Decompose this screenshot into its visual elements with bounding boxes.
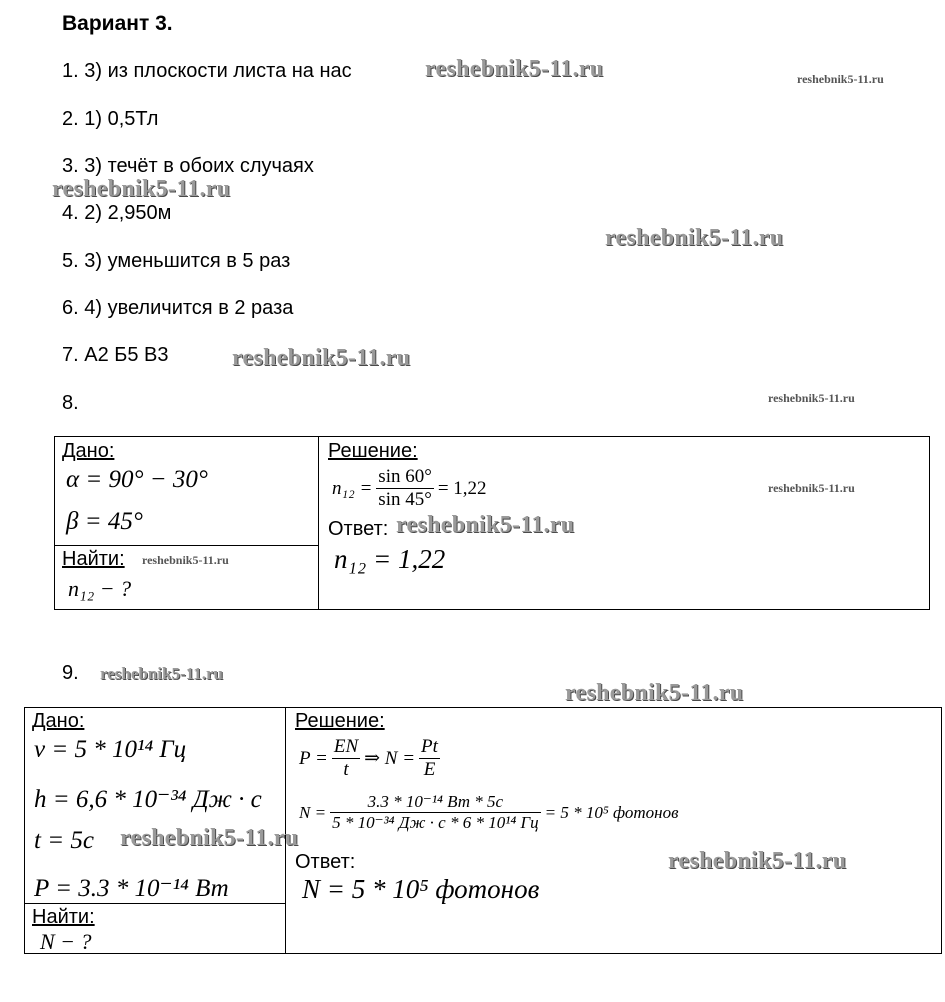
watermark: reshebnik5-11.ru — [396, 512, 575, 538]
denominator: 5 * 10⁻³⁴ Дж · с * 6 * 10¹⁴ Гц — [332, 813, 539, 832]
fraction — [419, 736, 440, 781]
formula-lhs: N = — [299, 802, 327, 822]
formula-rhs: = 5 * 10⁵ фотонов — [544, 802, 679, 822]
given-label: Дано: — [62, 440, 115, 462]
given-nu: ν = 5 * 10¹⁴ Гц — [34, 736, 187, 763]
solution-label: Решение: — [328, 440, 418, 462]
answer-label: Ответ: — [295, 851, 356, 873]
formula-lhs: n₁₂ = — [332, 477, 373, 499]
watermark: reshebnik5-11.ru — [100, 664, 223, 683]
numerator: sin 60° — [378, 466, 432, 487]
answer-label: Ответ: — [328, 518, 389, 540]
watermark: reshebnik5-11.ru — [120, 825, 299, 851]
answer-5: 5. 3) уменьшится в 5 раз — [62, 250, 291, 272]
given-beta: β = 45° — [66, 508, 143, 535]
answer-4: 4. 2) 2,950м — [62, 202, 172, 224]
formula-mid: ⇒ N = — [364, 748, 416, 769]
find-label: Найти: — [62, 548, 125, 570]
solution-formula — [332, 466, 487, 511]
given-label: Дано: — [32, 710, 85, 732]
fraction — [332, 736, 360, 781]
watermark: reshebnik5-11.ru — [668, 848, 847, 874]
answer-1: 1. 3) из плоскости листа на нас — [62, 60, 352, 82]
answer-8-number: 8. — [62, 392, 79, 414]
formula-2 — [299, 792, 678, 833]
find-n12: n₁₂ − ? — [68, 576, 132, 601]
numerator: 3.3 * 10⁻¹⁴ Вт * 5с — [367, 792, 504, 811]
denominator: t — [343, 759, 349, 780]
table-divider — [54, 545, 319, 546]
answer-2: 2. 1) 0,5Тл — [62, 108, 159, 130]
answer-7: 7. А2 Б5 В3 — [62, 344, 169, 366]
table-divider — [24, 903, 286, 904]
problem-9-number: 9. — [62, 662, 79, 684]
watermark: reshebnik5-11.ru — [232, 345, 411, 371]
answer-value: N = 5 * 10⁵ фотонов — [302, 874, 540, 904]
watermark: reshebnik5-11.ru — [142, 553, 229, 567]
answer-6: 6. 4) увеличится в 2 раза — [62, 297, 294, 319]
numerator: EN — [333, 736, 359, 757]
watermark: reshebnik5-11.ru — [768, 481, 855, 495]
solution-label: Решение: — [295, 710, 385, 732]
answer-value: n₁₂ = 1,22 — [334, 544, 446, 574]
given-t: t = 5с — [34, 827, 94, 854]
answer-3: 3. 3) течёт в обоих случаях — [62, 155, 314, 177]
watermark: reshebnik5-11.ru — [768, 391, 855, 405]
fraction — [376, 466, 434, 511]
watermark: reshebnik5-11.ru — [425, 56, 604, 82]
watermark: reshebnik5-11.ru — [52, 176, 231, 202]
given-p: P = 3.3 * 10⁻¹⁴ Вт — [34, 875, 229, 902]
given-alpha: α = 90° − 30° — [66, 466, 208, 493]
fraction — [330, 792, 541, 833]
watermark: reshebnik5-11.ru — [605, 225, 784, 251]
find-N: N − ? — [40, 929, 92, 954]
find-label: Найти: — [32, 906, 95, 928]
formula-rhs: = 1,22 — [437, 477, 487, 499]
table-divider — [318, 436, 319, 610]
formula-1 — [299, 736, 440, 781]
watermark: reshebnik5-11.ru — [565, 680, 744, 706]
denominator: E — [423, 759, 436, 780]
denominator: sin 45° — [378, 489, 432, 510]
watermark: reshebnik5-11.ru — [797, 72, 884, 86]
given-h: h = 6,6 * 10⁻³⁴ Дж · с — [34, 786, 262, 813]
formula-lhs: P = — [299, 747, 328, 769]
numerator: Pt — [421, 736, 438, 757]
variant-title: Вариант 3. — [62, 12, 173, 35]
